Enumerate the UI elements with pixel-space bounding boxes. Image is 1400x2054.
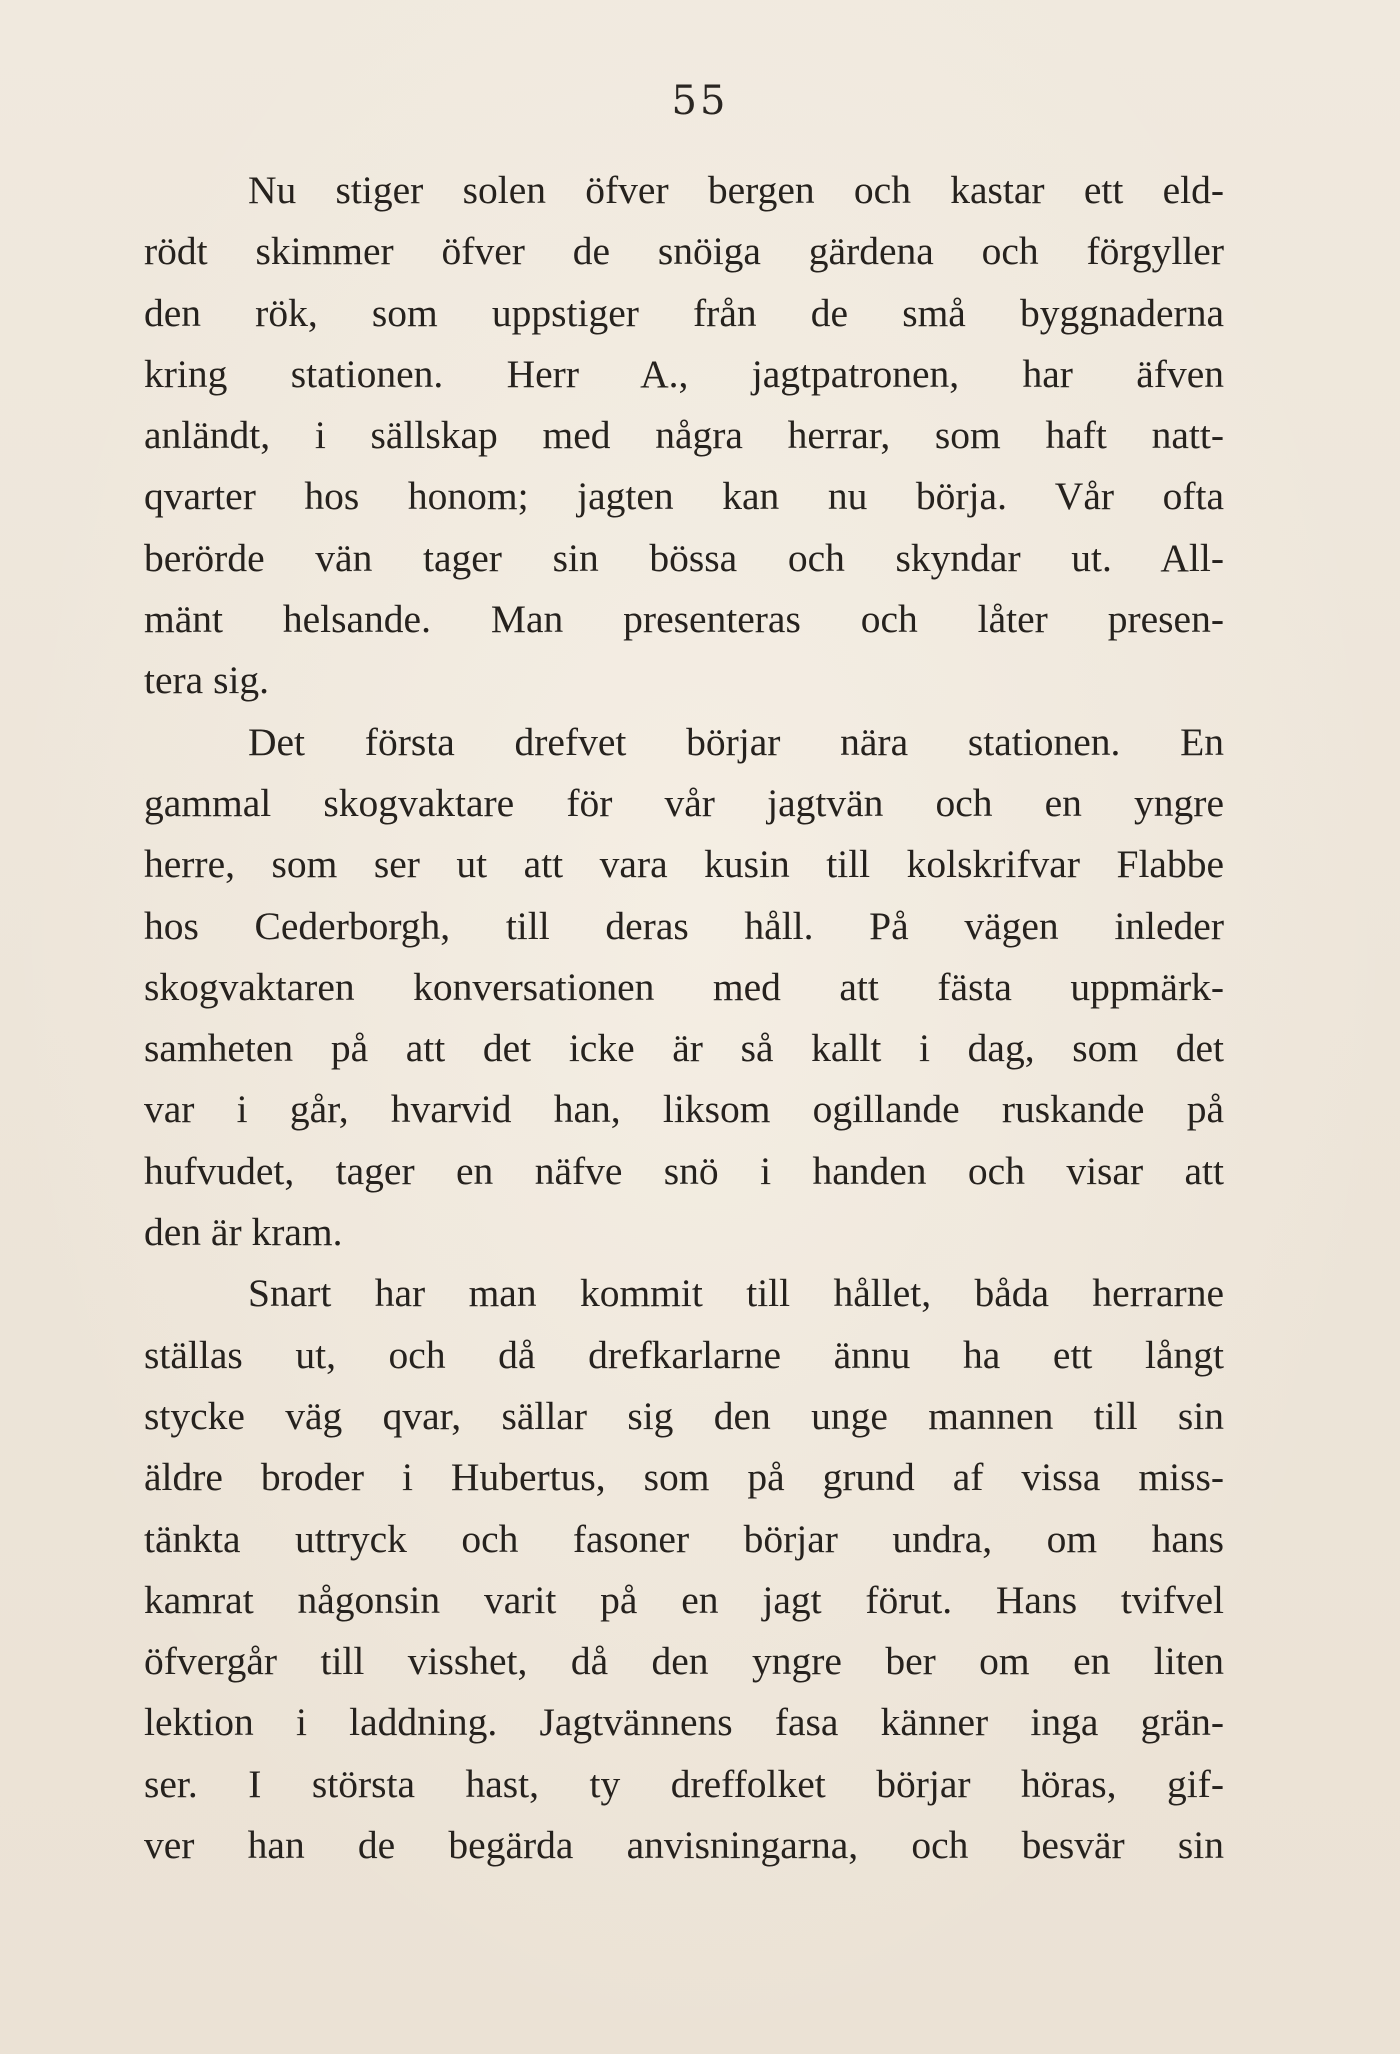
text-line: gammal skogvaktare för vår jagtvän och en yngre (144, 780, 1224, 825)
text-line: lektion i laddning. Jagtvännens fasa känner inga grän- (144, 1700, 1224, 1745)
text-line: äldre broder i Hubertus, som på grund af vissa miss- (144, 1455, 1224, 1500)
paragraph-1 (144, 160, 1224, 712)
text-line: kring stationen. Herr A., jagtpatronen, har äfven (144, 351, 1224, 396)
text-line: anländt, i sällskap med några herrar, som haft natt- (144, 413, 1224, 458)
text-line: ser. I största hast, ty dreffolket börjar höras, gif- (144, 1761, 1224, 1806)
text-line: Nu stiger solen öfver bergen och kastar ett eld- (248, 168, 1224, 212)
text-line: hos Cederborgh, till deras håll. På vägen inleder (144, 903, 1224, 948)
text-line: kamrat någonsin varit på en jagt förut. Hans tvifvel (144, 1577, 1224, 1622)
text-line: Det första drefvet börjar nära stationen. En (248, 719, 1224, 764)
text-line: rödt skimmer öfver de snöiga gärdena och förgyller (144, 229, 1224, 274)
text-line: den är kram. (144, 1210, 343, 1255)
text-line: ver han de begärda anvisningarna, och besvär sin (144, 1823, 1224, 1868)
text-line: öfvergår till visshet, då den yngre ber om en liten (144, 1639, 1224, 1684)
paragraph-3 (144, 1263, 1224, 1876)
text-line: berörde vän tager sin bössa och skyndar ut. All- (144, 535, 1224, 580)
text-line: den rök, som uppstiger från de små byggnaderna (144, 290, 1224, 335)
text-line: qvarter hos honom; jagten kan nu börja. Vår ofta (144, 474, 1224, 519)
text-line: tänkta uttryck och fasoner börjar undra, om hans (144, 1516, 1224, 1561)
text-line: hufvudet, tager en näfve snö i handen och visar att (144, 1148, 1224, 1193)
text-line: skogvaktaren konversationen med att fästa uppmärk- (144, 964, 1224, 1009)
text-line: mänt helsande. Man presenteras och låter presen- (144, 597, 1224, 642)
text-line: samheten på att det icke är så kallt i dag, som det (144, 1026, 1224, 1071)
text-line: stycke väg qvar, sällar sig den unge mannen till sin (144, 1393, 1224, 1438)
text-line: herre, som ser ut att vara kusin till kolskrifvar Flabbe (144, 842, 1224, 887)
page-number: 55 (671, 78, 729, 124)
text-line: tera sig. (144, 658, 270, 703)
text-line: var i går, hvarvid han, liksom ogillande ruskande på (144, 1087, 1224, 1132)
text-line: Snart har man kommit till hållet, båda herrarne (248, 1271, 1224, 1316)
text-line: ställas ut, och då drefkarlarne ännu ha ett långt (144, 1332, 1224, 1377)
body-text (144, 160, 1224, 1876)
paragraph-2 (144, 712, 1224, 1264)
